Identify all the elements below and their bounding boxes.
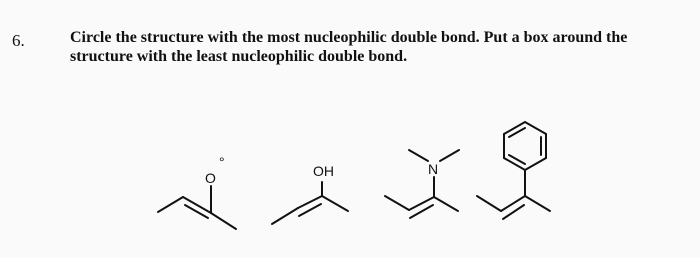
bond	[434, 197, 458, 211]
double-bond	[409, 197, 434, 210]
bond	[477, 196, 501, 211]
n-methyl-bond	[409, 150, 428, 161]
bond	[525, 196, 550, 211]
n-methyl-bond	[440, 150, 459, 161]
question-number: 6.	[12, 31, 25, 50]
bond	[322, 196, 348, 211]
double-bond	[501, 196, 525, 211]
structure-4-styrene	[477, 122, 550, 219]
double-bond-second-line	[185, 205, 208, 218]
structure-3-enamine	[385, 150, 459, 218]
benzene-ring	[504, 122, 546, 170]
structure-2-enol	[272, 163, 348, 224]
double-bond	[183, 197, 211, 213]
hydroxyl-label: OH	[313, 163, 334, 179]
structure-1-alkoxide	[158, 154, 236, 229]
bond	[385, 196, 409, 210]
bond	[272, 208, 298, 224]
negative-charge-symbol: °	[219, 154, 225, 170]
bond	[158, 197, 183, 212]
oxygen-label: O	[205, 170, 216, 186]
bond	[211, 213, 236, 229]
question-line-2: structure with the least nucleophilic double bond.	[70, 48, 408, 65]
nitrogen-label: N	[428, 161, 439, 177]
question-line-1: Circle the structure with the most nucleophilic double bond. Put a box around the	[70, 29, 628, 46]
